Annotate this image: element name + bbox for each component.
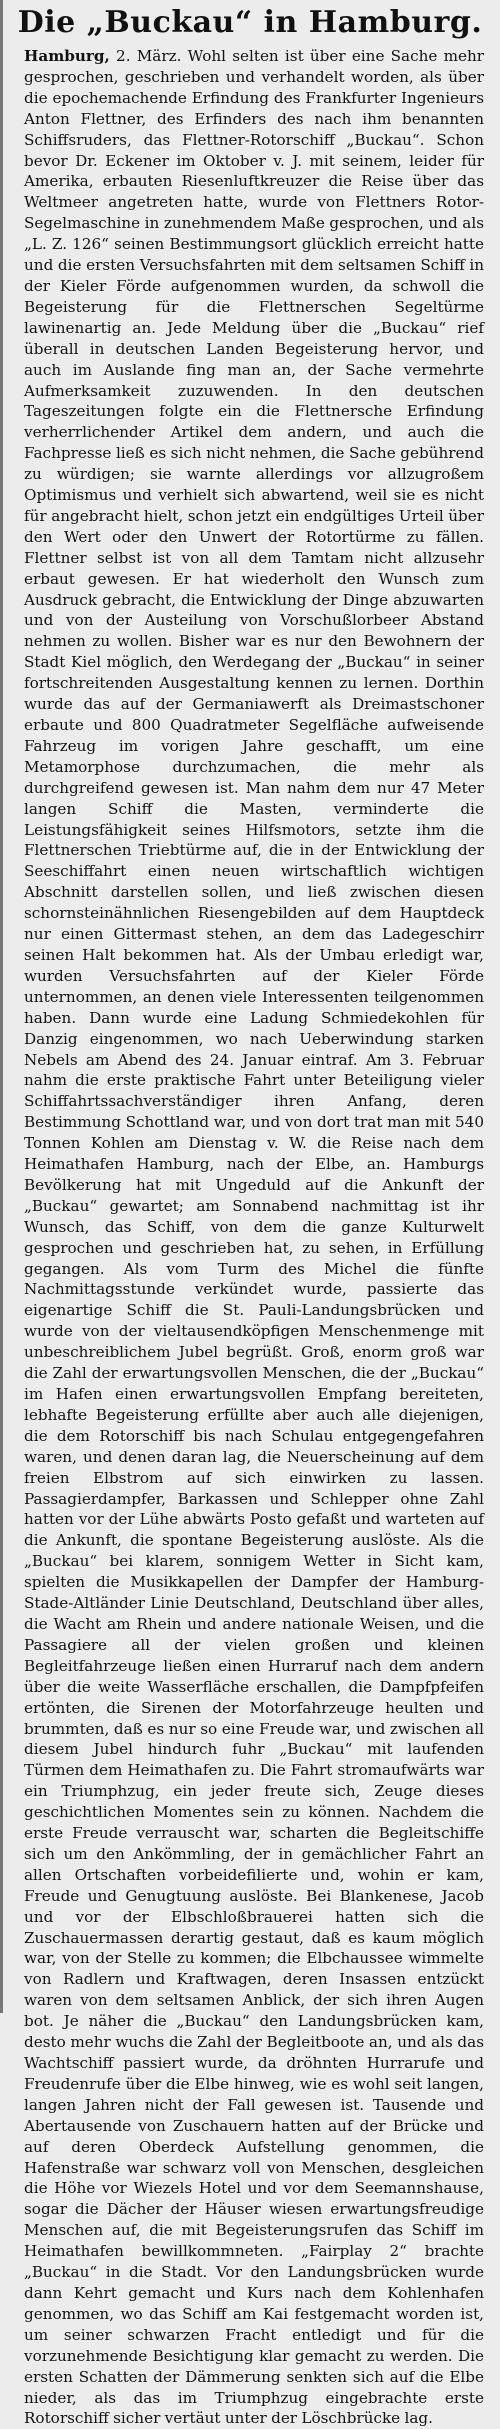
article-body xyxy=(24,46,485,2428)
article-date: 2. März. xyxy=(116,47,182,65)
dateline: Hamburg, xyxy=(24,47,110,65)
article-text: Wohl selten ist über eine Sache mehr gesprochen, geschrieben und verhandelt worden, als über die epochemachende Erfindung des Frankfurter Ingenieurs Anton Flettner, des Erfinders des nach ihm benannten Schiffsruders, das Flettner-Rotorschiff „Buckau“. Schon bevor Dr. Eckener im Oktober v. J. mit seinem, leider für Amerika, erbauten Riesenluftkreuzer die Reise über das Weltmeer angetreten hatte, wurde von Flettners Rotor-Segelmaschine in zunehmendem Maße gesprochen, und als „L. Z. 126“ seinen Bestimmungsort glücklich erreicht hatte und die ersten Versuchsfahrten mit dem seltsamen Schiff in der Kieler Förde aufgenommen wurden, da schwoll die Begeisterung für die Flettnerschen Segeltürme lawinenartig an. Jede Meldung über die „Buckau“ rief überall in deutschen Landen Begeisterung hervor, und auch im Auslande fing man an, der Sache vermehrte Aufmerksamkeit zuzuwenden. In den deutschen Tageszeitungen folgte ein die Flettnersche Erfindung verherrlichender Artikel dem andern, und auch die Fachpresse ließ es sich nicht nehmen, die Sache gebührend zu würdigen; sie warnte allerdings vor allzugroßem Optimismus und verhielt sich abwartend, weil sie es nicht für angebracht hielt, schon jetzt ein endgültiges Urteil über den Wert oder den Unwert der Rotortürme zu fällen. Flettner selbst ist von all dem Tamtam nicht allzusehr erbaut gewesen. Er hat wiederholt den Wunsch zum Ausdruck gebracht, die Entwicklung der Dinge abzuwarten und von der Austeilung von Vorschußlorbeer Abstand nehmen zu wollen. Bisher war es nur den Bewohnern der Stadt Kiel möglich, den Werdegang der „Buckau“ in seiner fortschreitenden Ausgestaltung kennen zu lernen. Dorthin wurde das auf der Germaniawerft als Dreimastschoner erbaute und 800 Quadratmeter Segelfläche aufweisende Fahrzeug im vorigen Jahre geschafft, um eine Metamorphose durchzumachen, die mehr als durchgreifend gewesen ist. Man nahm dem nur 47 Meter langen Schiff die Masten, verminderte die Leistungsfähigkeit seines Hilfsmotors, setzte ihm die Flettnerschen Triebtürme auf, die in der Entwicklung der Seeschiffahrt einen neuen wirtschaftlich wichtigen Abschnitt darstellen sollen, und ließ zwischen diesen schornsteinähnlichen Riesengebilden auf dem Hauptdeck nur einen Gittermast stehen, an dem das Ladegeschirr seinen Halt bekommen hat. Als der Umbau erledigt war, wurden Versuchsfahrten auf der Kieler Förde unternommen, an denen viele Interessenten teilgenommen haben. Dann wurde eine Ladung Schmiedekohlen für Danzig eingenommen, wo nach Ueberwindung starken Nebels am Abend des 24. Januar eintraf. Am 3. Februar nahm die erste praktische Fahrt unter Beteiligung vieler Schiffahrtssachverständiger ihren Anfang, deren Bestimmung Schottland war, und von dort trat man mit 540 Tonnen Kohlen am Dienstag v. W. die Reise nach dem Heimathafen Hamburg, nach der Elbe, an. Hamburgs Bevölkerung hat mit Ungeduld auf die Ankunft der „Buckau“ gewartet; am Sonnabend nachmittag ist ihr Wunsch, das Schiff, von dem die ganze Kulturwelt gesprochen und geschrieben hat, zu sehen, in Erfüllung gegangen. Als vom Turm des Michel die fünfte Nachmittagsstunde verkündet wurde, passierte das eigenartige Schiff die St. Pauli-Landungsbrücken und wurde von der vieltausendköpfigen Menschenmenge mit unbeschreiblichem Jubel begrüßt. Groß, enorm groß war die Zahl der erwartungsvollen Menschen, die der „Buckau“ im Hafen einen erwartungsvollen Empfang bereiteten, lebhafte Begeisterung erfüllte aber auch alle diejenigen, die dem Rotorschiff bis nach Schulau entgegengefahren waren, und denen daran lag, die Neuerscheinung auf dem freien Elbstrom auf sich einwirken zu lassen. Passagierdampfer, Barkassen und Schlepper ohne Zahl hatten vor der Lühe abwärts Posto gefaßt und warteten auf die Ankunft, die spontane Begeisterung auslöste. Als die „Buckau“ bei klarem, sonnigem Wetter in Sicht kam, spielten die Musikkapellen der Dampfer der Hamburg-Stade-Altländer Linie Deutschland, Deutschland über alles, die Wacht am Rhein und andere nationale Weisen, und die Passagiere all der vielen großen und kleinen Begleitfahrzeuge ließen einen Hurraruf nach dem andern über die weite Wasserfläche erschallen, die Dampfpfeifen ertönten, die Sirenen der Motorfahrzeuge heulten und brummten, daß es nur so eine Freude war, und zwischen all diesem Jubel hindurch fuhr „Buckau“ mit laufenden Türmen dem Heimathafen zu. Die Fahrt stromaufwärts war ein Triumphzug, ein jeder freute sich, Zeuge dieses geschichtlichen Momentes sein zu können. Nachdem die erste Freude verrauscht war, scharten die Begleitschiffe sich um den Ankömmling, der in gemächlicher Fahrt an allen Ortschaften vorbeidefilierte und, wohin er kam, Freude und Genugtuung auslöste. Bei Blankenese, Jacob und vor der Elbschloßbrauerei hatten sich die Zuschauermassen derartig gestaut, daß es kaum möglich war, von der Stelle zu kommen; die Elbchaussee wimmelte von Radlern und Kraftwagen, deren Insassen entzückt waren von dem seltsamen Anblick, der sich ihren Augen bot. Je näher die „Buckau“ den Landungsbrücken kam, desto mehr wuchs die Zahl der Begleitboote an, und als das Wachtschiff passiert wurde, da dröhnten Hurrarufe und Freudenrufe über die Elbe hinweg, wie es wohl seit langen, langen Jahren nicht der Fall gewesen ist. Tausende und Abertausende von Zuschauern hatten auf der Brücke und auf deren Oberdeck Aufstellung genommen, die Hafenstraße war schwarz voll von Menschen, desgleichen die Höhe vor Wiezels Hotel und vor dem Seemannshause, sogar die Dächer der Häuser wiesen erwartungsfreudige Menschen auf, die mit Begeisterungsrufen das Schiff im Heimathafen bewillkommneten. „Fairplay 2“ brachte „Buckau“ in die Stadt. Vor den Landungsbrücken wurde dann Kehrt gemacht und Kurs nach dem Kohlenhafen genommen, wo das Schiff am Kai festgemacht worden ist, um seiner schwarzen Fracht entledigt und für die vorzunehmende Besichtigung klar gemacht zu werden. Die ersten Schatten der Dämmerung senkten sich auf die Elbe nieder, als das im Triumphzug eingebrachte erste Rotorschiff sicher vertäut unter der Löschbrücke lag. xyxy=(24,47,485,2428)
article-title: Die „Buckau“ in Hamburg. xyxy=(17,5,483,40)
